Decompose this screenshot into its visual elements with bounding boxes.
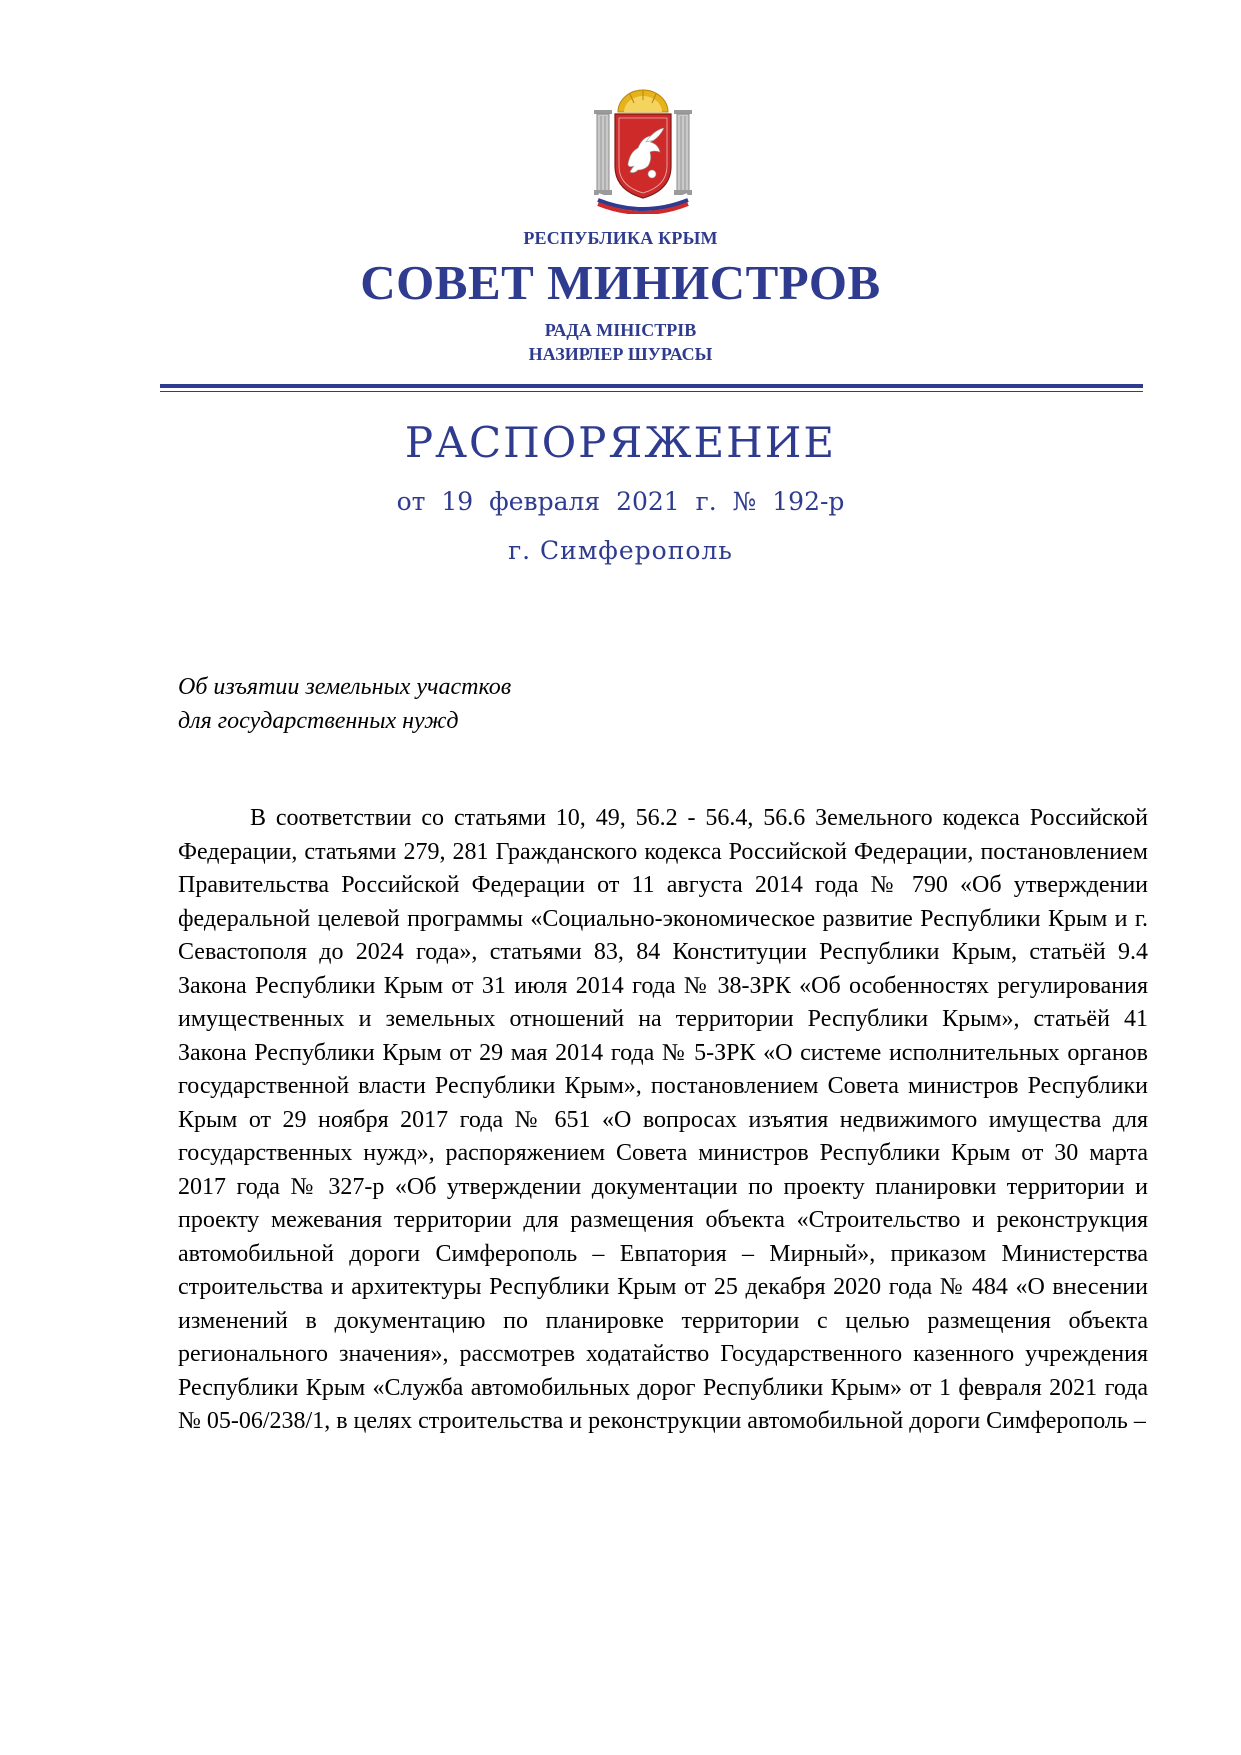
order-subject — [178, 670, 511, 738]
sun-rays — [618, 90, 668, 112]
crimea-emblem-icon — [588, 86, 698, 214]
header-divider-thick — [160, 384, 1143, 388]
header-divider-thin — [160, 391, 1143, 392]
republic-name: РЕСПУБЛИКА КРЫМ — [523, 228, 718, 248]
subject-line-1: Об изъятии земельных участков — [178, 674, 512, 700]
left-column — [594, 110, 612, 195]
right-column — [674, 110, 692, 195]
council-name-ukrainian: РАДА МІНІСТРІВ — [544, 320, 697, 340]
order-date-number: от 19 февраля 2021 г. № 192-р — [396, 487, 845, 516]
order-title: РАСПОРЯЖЕНИЕ — [404, 418, 837, 467]
council-of-ministers-title: СОВЕТ МИНИСТРОВ — [360, 255, 881, 310]
order-city: г. Симферополь — [508, 536, 733, 565]
council-name-crimean-tatar: НАЗИРЛЕР ШУРАСЫ — [528, 344, 713, 364]
body-paragraph: В соответствии со статьями 10, 49, 56.2 - 56.4, 56.6 Земельного кодекса Российской Федерации, статьями 279, 281 Гражданского кодекса Российской Федерации, постановлением Правительства Российской Федерации от 11 августа 2014 года № 790 «Об утверждении федеральной целевой программы «Социально-экономическое развитие Республики Крым и г. Севастополя до 2024 года», статьями 83, 84 Конституции Республики Крым, статьёй 9.4 Закона Республики Крым от 31 июля 2014 года № 38-ЗРК «Об особенностях регулирования имущественных и земельных отношений на территории Республики Крым», статьёй 41 Закона Республики Крым от 29 мая 2014 года № 5-ЗРК «О системе исполнительных органов государственной власти Республики Крым», постановлением Совета министров Республики Крым от 29 ноября 2017 года № 651 «О вопросах изъятия недвижимого имущества для государственных нужд», распоряжением Совета министров Республики Крым от 30 марта 2017 года № 327-р «Об утверждении документации по проекту планировки территории и проекту межевания территории для размещения объекта «Строительство и реконструкция автомобильной дороги Симферополь – Евпатория – Мирный», приказом Министерства строительства и архитектуры Республики Крым от 25 декабря 2020 года № 484 «О внесении изменений в документацию по планировке территории с целью размещения объекта регионального значения», рассмотрев ходатайство Государственного казенного учреждения Республики Крым «Служба автомобильных дорог Республики Крым» от 1 февраля 2021 года № 05-06/238/1, в целях строительства и реконструкции автомобильной дороги Симферополь – — [178, 805, 1148, 1434]
subject-line-2: для государственных нужд — [178, 708, 459, 734]
